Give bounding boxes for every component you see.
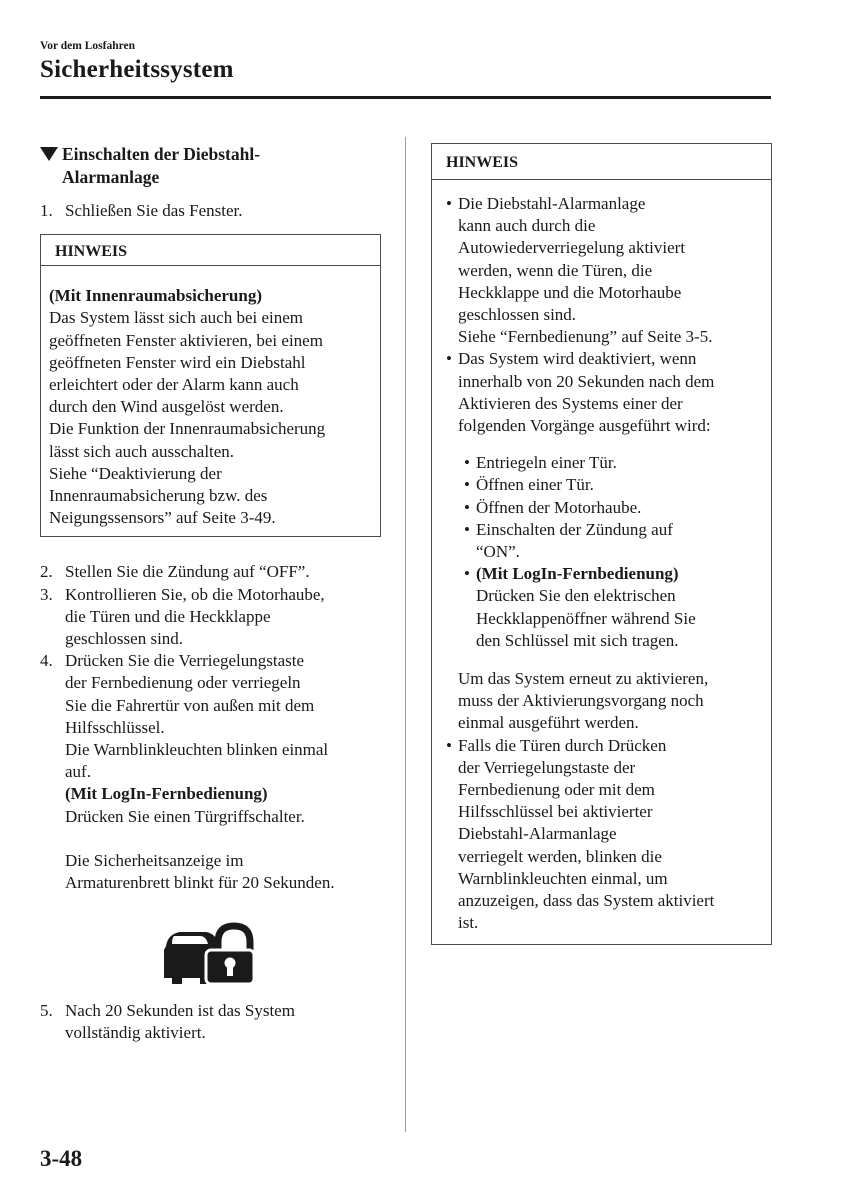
sub-bullet-item — [458, 474, 761, 496]
step-5 — [40, 1000, 385, 1044]
sub-heading-line-2: Alarmanlage — [62, 166, 160, 187]
note-box-left — [40, 234, 381, 537]
step-line: der Fernbedienung oder verriegeln — [65, 673, 301, 693]
step-line: vollständig aktiviert. — [65, 1023, 206, 1043]
sub-bullet-bold-line: (Mit LogIn-Fernbedienung) — [476, 564, 679, 584]
step-line: Drücken Sie die Verriegelungstaste — [65, 651, 305, 671]
note-line: erleichtert oder der Alarm kann auch — [49, 375, 299, 395]
bullet-line: Diebstahl-Alarmanlage — [458, 824, 617, 844]
bullet-item — [440, 735, 761, 935]
note-line: lässt sich auch ausschalten. — [49, 441, 235, 461]
bullet-line: Das System wird deaktiviert, wenn — [458, 349, 697, 369]
bullet-line: Aktivieren des Systems einer der — [458, 393, 683, 413]
sub-bullet-line: “ON”. — [476, 542, 520, 562]
step-2 — [40, 561, 385, 583]
paragraph-line: Um das System erneut zu aktivieren, — [458, 669, 709, 689]
bullet-dot: • — [464, 453, 470, 473]
step-number: 5. — [40, 1001, 53, 1021]
step-line: Kontrollieren Sie, ob die Motorhaube, — [65, 584, 325, 604]
step-text — [65, 650, 385, 894]
note-title: HINWEIS — [432, 144, 771, 180]
note-line: Das System lässt sich auch bei einem — [49, 308, 304, 328]
step-line: Armaturenbrett blinkt für 20 Sekunden. — [65, 873, 335, 893]
sub-bullet-text: Öffnen der Motorhaube. — [476, 497, 642, 517]
note-title: HINWEIS — [41, 235, 380, 266]
note-body — [432, 180, 771, 944]
triangle-bullet-icon — [40, 147, 58, 161]
bullet-line: Hilfsschlüssel bei aktivierter — [458, 802, 653, 822]
step-text: Schließen Sie das Fenster. — [65, 201, 243, 220]
step-text — [65, 584, 385, 651]
bullet-line: kann auch durch die — [458, 216, 596, 236]
step-text: Stellen Sie die Zündung auf “OFF”. — [65, 562, 310, 582]
bullet-dot: • — [464, 475, 470, 495]
sub-bullet-line: den Schlüssel mit sich tragen. — [476, 630, 679, 650]
bullet-line: Falls die Türen durch Drücken — [458, 735, 667, 755]
sub-bullet-text — [476, 519, 761, 563]
bullet-text — [458, 193, 761, 348]
bullet-text — [458, 348, 761, 437]
step-line: auf. — [65, 762, 91, 782]
paragraph-line: einmal ausgeführt werden. — [458, 713, 639, 733]
note-line: Neigungssensors” auf Seite 3-49. — [49, 508, 276, 528]
note-line: Die Funktion der Innenraumabsicherung — [49, 419, 326, 439]
note-box-right — [431, 143, 772, 945]
step-line: geschlossen sind. — [65, 629, 184, 649]
page-number: 3-48 — [40, 1146, 83, 1171]
step-line: Hilfsschlüssel. — [65, 717, 165, 737]
sub-bullet-line: Heckklappenöffner während Sie — [476, 608, 696, 628]
sub-bullet-item — [458, 563, 761, 652]
step-line: Die Sicherheitsanzeige im — [65, 850, 244, 870]
column-divider — [405, 137, 406, 1132]
sub-bullet-line: Drücken Sie den elektrischen — [476, 586, 676, 606]
header-rule — [40, 96, 771, 99]
step-number: 4. — [40, 651, 53, 671]
section-label: Vor dem Losfahren — [40, 40, 135, 52]
sub-bullet-text: Entriegeln einer Tür. — [476, 453, 617, 473]
note-line: geöffneten Fenster wird ein Diebstahl — [49, 352, 306, 372]
bullet-dot: • — [446, 194, 452, 213]
step-number: 1. — [40, 201, 53, 220]
page-title: Sicherheitssystem — [40, 56, 234, 83]
sub-bullet-line: Einschalten der Zündung auf — [476, 519, 673, 539]
bullet-line: Warnblinkleuchten einmal, um — [458, 868, 668, 888]
note-subtitle: (Mit Innenraumabsicherung) — [49, 286, 262, 306]
left-column — [40, 143, 385, 1045]
step-3 — [40, 584, 385, 651]
step-line: Die Warnblinkleuchten blinken einmal — [65, 740, 329, 760]
sub-bullet-item — [458, 497, 761, 519]
step-1 — [40, 200, 385, 222]
bullet-line: der Verriegelungstaste der — [458, 757, 636, 777]
paragraph-line: muss der Aktivierungsvorgang noch — [458, 691, 704, 711]
reactivate-paragraph — [458, 668, 761, 735]
bullet-line: geschlossen sind. — [458, 305, 577, 325]
car-lock-icon — [160, 922, 256, 986]
sub-bullet-item — [458, 519, 761, 563]
bullet-line: Autowiederverriegelung aktiviert — [458, 238, 686, 258]
sub-bullet-text — [476, 563, 761, 652]
step-line: die Türen und die Heckklappe — [65, 606, 271, 626]
note-line: Siehe “Deaktivierung der — [49, 463, 222, 483]
note-line: geöffneten Fenster aktivieren, bei einem — [49, 330, 323, 350]
bullet-line: werden, wenn die Türen, die — [458, 260, 653, 280]
bullet-dot: • — [464, 519, 470, 539]
step-text — [65, 1000, 385, 1044]
bullet-line: Siehe “Fernbedienung” auf Seite 3-5. — [458, 327, 713, 347]
bullet-line: Fernbedienung oder mit dem — [458, 780, 655, 800]
step-bold-line: (Mit LogIn-Fernbedienung) — [65, 784, 268, 804]
bullet-dot: • — [464, 497, 470, 517]
bullet-dot: • — [446, 349, 452, 369]
note-line: Innenraumabsicherung bzw. des — [49, 486, 268, 506]
note-line: durch den Wind ausgelöst werden. — [49, 397, 284, 417]
bullet-dot: • — [446, 735, 452, 755]
step-number: 3. — [40, 584, 53, 604]
bullet-line: anzuzeigen, dass das System aktiviert — [458, 891, 715, 911]
bullet-line: folgenden Vorgänge ausgeführt wird: — [458, 416, 711, 436]
sub-heading — [40, 143, 385, 188]
bullet-line: innerhalb von 20 Sekunden nach dem — [458, 371, 715, 391]
bullet-item — [440, 348, 761, 437]
bullet-text — [458, 735, 761, 935]
step-4 — [40, 650, 385, 894]
step-line: Drücken Sie einen Türgriffschalter. — [65, 806, 305, 826]
bullet-line: Heckklappe und die Motorhaube — [458, 282, 682, 302]
sub-heading-text — [62, 143, 260, 188]
step-line: Nach 20 Sekunden ist das System — [65, 1001, 295, 1021]
bullet-item — [440, 193, 761, 348]
sub-bullet-text: Öffnen einer Tür. — [476, 475, 594, 495]
step-number: 2. — [40, 562, 53, 582]
sub-bullet-item — [458, 452, 761, 474]
bullet-line: ist. — [458, 913, 479, 933]
bullet-line: verriegelt werden, blinken die — [458, 846, 662, 866]
step-line: Sie die Fahrertür von außen mit dem — [65, 695, 315, 715]
sub-bullet-list — [458, 452, 761, 652]
bullet-line: Die Diebstahl-Alarmanlage — [458, 194, 646, 213]
bullet-dot: • — [464, 564, 470, 584]
right-column — [431, 143, 772, 945]
sub-heading-line-1: Einschalten der Diebstahl- — [62, 144, 261, 164]
note-body — [41, 266, 380, 536]
